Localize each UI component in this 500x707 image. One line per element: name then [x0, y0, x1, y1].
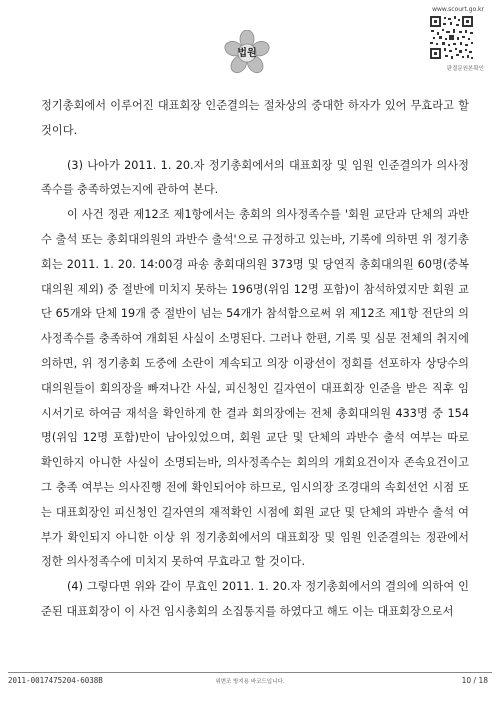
- site-url: www.scourt.go.kr: [432, 6, 484, 13]
- qr-caption: 판결문원본확인: [446, 66, 484, 72]
- paragraph: 정기총회에서 이루어진 대표회장 인준결의는 절차상의 중대한 하자가 있어 무효라고 할 것이다.: [41, 99, 469, 137]
- judgment-body: [41, 94, 469, 625]
- court-emblem: [224, 30, 270, 76]
- qr-code-icon: [429, 15, 474, 60]
- page-number: 10 / 18: [461, 676, 488, 685]
- footer-note: 위변조 방지용 바코드입니다.: [215, 679, 285, 685]
- paragraph: (3) 나아가 2011. 1. 20.자 정기총회에서의 대표회장 및 임원 인준결의가 의사정족수를 충족하였는지에 관하여 본다.: [41, 158, 469, 197]
- paragraph: (4) 그렇다면 위와 같이 무효인 2011. 1. 20.자 정기총회에서의 결의에 의하여 인준된 대표회장이 이 사건 임시총회의 소집통지를 하였다고 해도 이는 대표회장으로서: [41, 580, 469, 618]
- document-number: 2011-0017475204-6038B: [8, 676, 103, 685]
- paragraph: 이 사건 정관 제12조 제1항에서는 총회의 의사정족수를 '회원 교단과 단체의 과반수 출석 또는 총회대의원의 과반수 출석'으로 규정하고 있는바, 기록에 의하면 위 정기총회는 2011. 1. 20. 14:00경 파송 총회대의원 373명 및 당연직 총회대의원 60명(중복대의원 제외) 중 절반에 미치지 못하는 196명(위임 12명 포함)이 참석하였지만 회원 교단 65개와 단체 19개 중 절반이 넘는 54개가 참석함으로써 위 제12조 제1항 전단의 의사정족수를 충족하여 개회된 사실이 소명된다. 그러나 한편, 기록 및 심문 전체의 취지에 의하면, 위 정기총회 도중에 소란이 계속되고 의장 이광선이 정회를 선포하자 상당수의 대의원들이 회의장을 빠져나간 사실, 피신청인 길자연이 대표회장 인준을 받은 직후 임시서기로 하여금 재석을 확인하게 한 결과 회의장에는 전체 총회대의원 433명 중 154명(위임 12명 포함)만이 남아있었으며, 회원 교단 및 단체의 과반수 출석 여부는 따로 확인하지 아니한 사실이 소명되는바, 의사정족수는 회의의 개회요건이자 존속요건이고 그 충족 여부는 의사진행 전에 확인되어야 하므로, 임시의장 조경대의 속회선언 시점 또는 대표회장인 피신청인 길자연의 재적확인 시점에 회원 교단 및 단체의 과반수 출석 여부가 확인되지 아니한 이상 위 정기총회에서의 대표회장 및 임원 인준결의는 정관에서 정한 의사정족수에 미치지 못하여 무효라고 할 것이다.: [41, 208, 469, 569]
- footer-divider: [8, 672, 492, 673]
- emblem-text: 법원: [237, 48, 257, 59]
